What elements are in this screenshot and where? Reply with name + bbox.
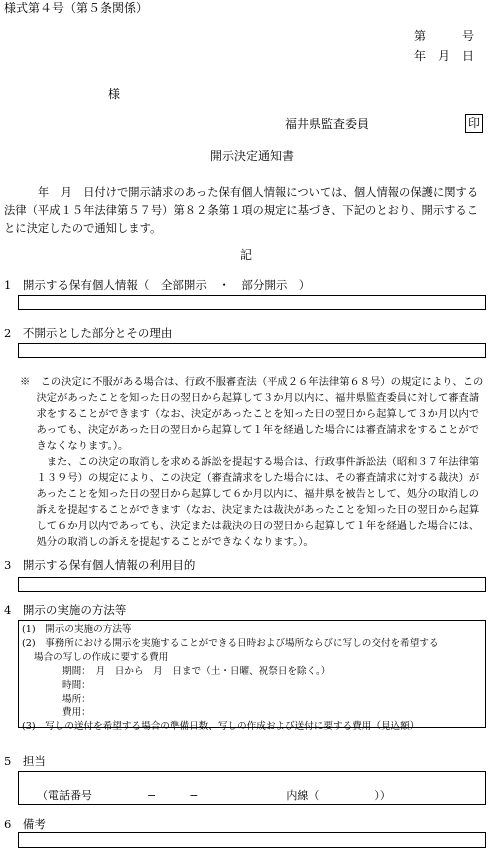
document-number: 第 号 [414, 29, 475, 43]
section3-label: 3 開示する保有個人情報の利用目的 [4, 558, 196, 572]
method-item-2: (2) 事務所における開示を実施することができる日時および場所ならびに写しの交付を希望する [22, 637, 439, 649]
method-place: 場所： [62, 693, 91, 705]
form-number: 様式第４号（第５条関係） [4, 1, 149, 15]
section2-field[interactable] [18, 343, 486, 358]
method-item-3: (3) 写しの送付を希望する場合の準備日数、写しの作成および送付に要する費用（見込額） [22, 721, 420, 733]
method-item-2-cont: 場合の写しの作成に要する費用 [34, 651, 169, 663]
document-title: 開示決定通知書 [209, 149, 294, 163]
recipient-suffix: 様 [108, 87, 121, 101]
section4-box[interactable] [18, 620, 486, 733]
section4-label: 4 開示の実施の方法等 [4, 603, 127, 617]
intro-paragraph: 年 月 日付けで開示請求のあった保有個人情報については、個人情報の保護に関する法律（平成１５年法律第５７号）第８２条第１項の規定に基づき、下記のとおり、開示することに決定したので通知します。 [4, 186, 479, 236]
section6-label: 6 備考 [4, 817, 46, 831]
notice-paragraph-2: また、この決定の取消しを求める訴訟を提起する場合は、行政事件訴訟法（昭和３７年法律第１３９号）の規定により、この決定（審査請求をした場合には、その審査請求に対する裁決）があったことを知った日の翌日から起算して６か月以内に、福井県を被告として、処分の取消しの訴えを提起することができます（なお、決定または裁決があったことを知った日の翌日から起算して６か月以内であっても、決定または裁決の日の翌日から起算して１年を経過した場合には、処分の取消しの訴えを提起することができなくなります。）。 [36, 455, 480, 548]
section3-field[interactable] [18, 577, 486, 592]
method-item-1: (1) 開示の実施の方法等 [22, 624, 132, 635]
section1-field[interactable] [18, 295, 486, 310]
method-cost: 費用： [62, 707, 91, 719]
method-period: 期間： 月 日から 月 日まで（土・日曜、祝祭日を除く。） [62, 665, 331, 677]
section5-field[interactable] [18, 771, 486, 805]
section6-field[interactable] [18, 832, 486, 848]
appeal-notice [20, 375, 488, 550]
notice-mark: ※ [20, 376, 31, 388]
sender-name: 福井県監査委員 [285, 117, 370, 131]
method-time: 時間： [62, 679, 91, 691]
phone-line: （電話番号 − − 内線（ ）） [37, 789, 391, 802]
notice-text-1: この決定に不服がある場合は、行政不服審査法（平成２６年法律第６８号）の規定により、この決定があったことを知った日の翌日から起算して３か月以内に、福井県監査委員に対して審査請求をすることができます（なお、決定があったことを知った日の翌日から起算して３か月以内であっても、決定があった日の翌日から起算して１年を経過した場合には審査請求をすることができなくなります。）。 [36, 376, 484, 452]
section2-label: 2 不開示とした部分とその理由 [4, 326, 173, 340]
seal-mark: 印 [465, 114, 483, 133]
ki-heading: 記 [240, 248, 253, 262]
section5-label: 5 担当 [4, 754, 46, 768]
section1-label: 1 開示する保有個人情報（ 全部開示 ・ 部分開示 ） [4, 278, 311, 292]
notice-paragraph-1 [20, 375, 488, 455]
document-date: 年 月 日 [414, 49, 475, 63]
